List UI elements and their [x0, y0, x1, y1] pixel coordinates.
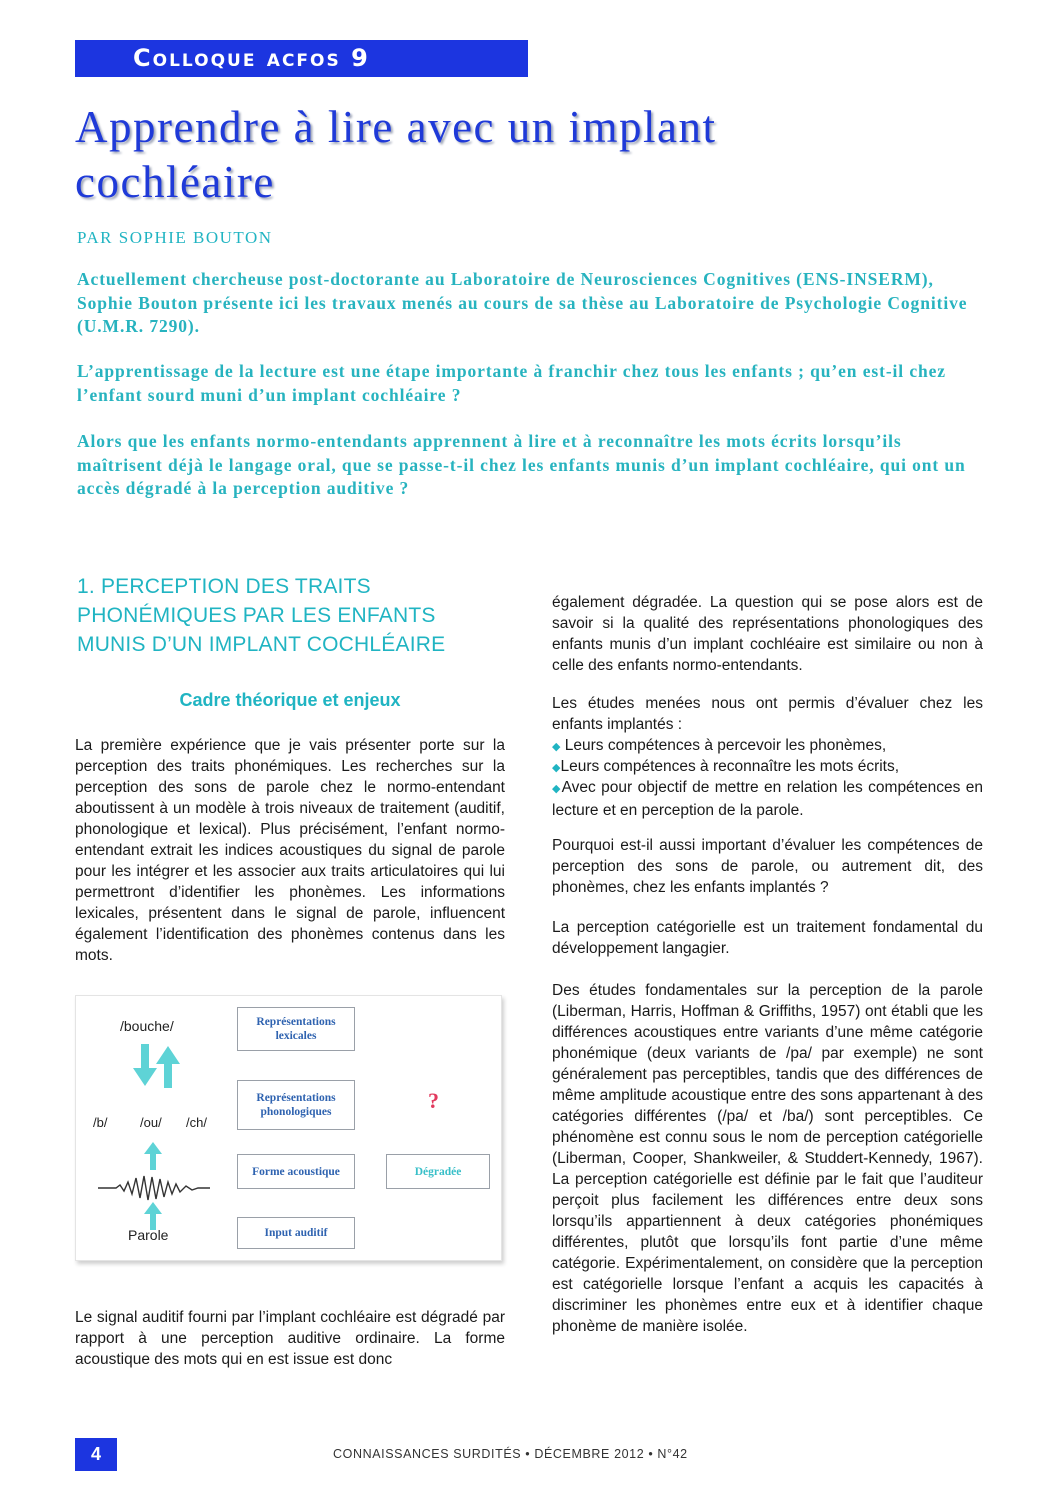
figure-question-mark: ? [428, 1088, 439, 1113]
bullet-diamond-icon: ◆ [552, 783, 562, 795]
figure-phoneme-ou: /ou/ [140, 1115, 162, 1130]
author-byline: PAR SOPHIE BOUTON [77, 228, 273, 247]
waveform-icon [98, 1174, 210, 1202]
right-paragraph-1: également dégradée. La question qui se pose alors est de savoir si la qualité des représentations phonologiques des enfants munis d’un implant cochléaire est similaire ou non à celle des enfants normo-entendants. [552, 594, 983, 674]
double-arrow-icon [132, 1044, 180, 1088]
section-heading [77, 572, 517, 659]
colloque-banner: Colloque acfos 9 [75, 40, 528, 77]
up-arrow-icon [144, 1202, 162, 1230]
publication-footer: CONNAISSANCES SURDITÉS • DÉCEMBRE 2012 • N°42 [333, 1447, 688, 1461]
figure-parole-label: Parole [128, 1227, 169, 1243]
subheading: Cadre théorique et enjeux [179, 690, 401, 710]
page-number: 4 [75, 1438, 117, 1471]
right-paragraph-4: La perception catégorielle est un traitement fondamental du développement langagier. [552, 919, 983, 957]
up-arrow-icon [144, 1142, 162, 1170]
right-paragraph-3: Pourquoi est-il aussi important d’évaluer les compétences de perception des sons de parole, ou autrement dit, des phonèmes, chez les enfants implantés ? [552, 837, 983, 896]
right-paragraph-5: Des études fondamentales sur la perception de la parole (Liberman, Harris, Hoffman & Griffiths, 1957) ont établi que les différences acoustiques entre variants d’une même catégorie phonémique (deux variants de /pa/ par exemple) ne sont généralement pas perceptibles, tandis que des différences de même amplitude acoustique entre des sons appartenant à des catégories différentes (/pa/ et /ba/) sont perceptibles. Ce phénomène est connu sous le nom de perception catégorielle (Liberman, Cooper, Shankweiler, & Studdert-Kennedy, 1967). La perception catégorielle est définie par le fait que l’auditeur perçoit plus facilement les différences entre deux sons lorsqu’ils appartiennent à deux catégories phonémiques différentes, plutôt que lorsqu’ils font partie d’une même catégorie. Expérimentalement, on considère que la perception est catégorielle lorsque l’enfant a acquis les capacités à discriminer les phonèmes entre eux et à identifier chaque phonème de manière isolée. [552, 982, 983, 1335]
intro-paragraph-2: L’apprentissage de la lecture est une étape importante à franchir chez tous les enfants ; qu’en est-il chez l’enfant sourd muni d’un implant cochléaire ? [77, 361, 946, 405]
box-acoustic-form: Forme acoustique [237, 1154, 355, 1189]
left-paragraph-2: Le signal auditif fourni par l’implant cochléaire est dégradé par rapport à une perception auditive ordinaire. La forme acoustique des mots qui en est issue est donc [75, 1309, 505, 1368]
section-heading-line-2: PHONÉMIQUES PAR LES ENFANTS [77, 604, 436, 627]
box-auditory-input: Input auditif [237, 1217, 355, 1249]
figure-phoneme-ch: /ch/ [186, 1115, 207, 1130]
bullet-item-1: ◆ Leurs compétences à percevoir les phonèmes, [552, 737, 887, 754]
bullet-diamond-icon: ◆ [552, 741, 561, 753]
box-phonological-representations: Représentations phonologiques [237, 1080, 355, 1130]
figure-word-label: /bouche/ [120, 1018, 174, 1034]
bullet-item-2: ◆Leurs compétences à reconnaître les mots écrits, [552, 758, 900, 775]
title-line-1: Apprendre à lire avec un implant [75, 102, 717, 152]
box-lexical-representations: Représentations lexicales [237, 1007, 355, 1051]
bullet-diamond-icon: ◆ [552, 762, 561, 774]
box-degraded: Dégradée [386, 1154, 490, 1189]
bullet-item-3: ◆Avec pour objectif de mettre en relation les compétences en lecture et en perception de la parole. [552, 779, 983, 819]
intro-paragraph-3: Alors que les enfants normo-entendants apprennent à lire et à reconnaître les mots écrits lorsqu’ils maîtrisent déjà le langage oral, que se passe-t-il chez les enfants munis d’un implant cochléaire, qui ont un accès dégradé à la perception auditive ? [77, 431, 966, 498]
figure-phoneme-b: /b/ [93, 1115, 108, 1130]
processing-model-figure [75, 995, 502, 1261]
right-paragraph-2-intro: Les études menées nous ont permis d’évaluer chez les enfants implantés : [552, 695, 983, 733]
section-heading-line-3: MUNIS D’UN IMPLANT COCHLÉAIRE [77, 633, 446, 656]
title-line-2: cochléaire [75, 157, 275, 207]
article-title [75, 100, 975, 210]
section-heading-line-1: 1. PERCEPTION DES TRAITS [77, 575, 371, 598]
left-paragraph-1: La première expérience que je vais présenter porte sur la perception des traits phonémiques. Les recherches sur la perception des sons de parole chez le normo-entendant aboutissent à un modèle à trois niveaux de traitement (auditif, phonologique et lexical). Plus précisément, l’enfant normo-entendant extrait les indices acoustiques du signal de parole pour les intégrer et les associer aux traits articulatoires qui lui permettront d’identifier les phonèmes. Les informations lexicales, présentent dans le signal de parole, influencent également l’identification des phonèmes contenus dans les mots. [75, 737, 505, 964]
intro-paragraph-1: Actuellement chercheuse post-doctorante au Laboratoire de Neurosciences Cognitives (ENS-INSERM), Sophie Bouton présente ici les travaux menés au cours de sa thèse au Laboratoire de Psychologie Cognitive (U.M.R. 7290). [77, 269, 968, 336]
